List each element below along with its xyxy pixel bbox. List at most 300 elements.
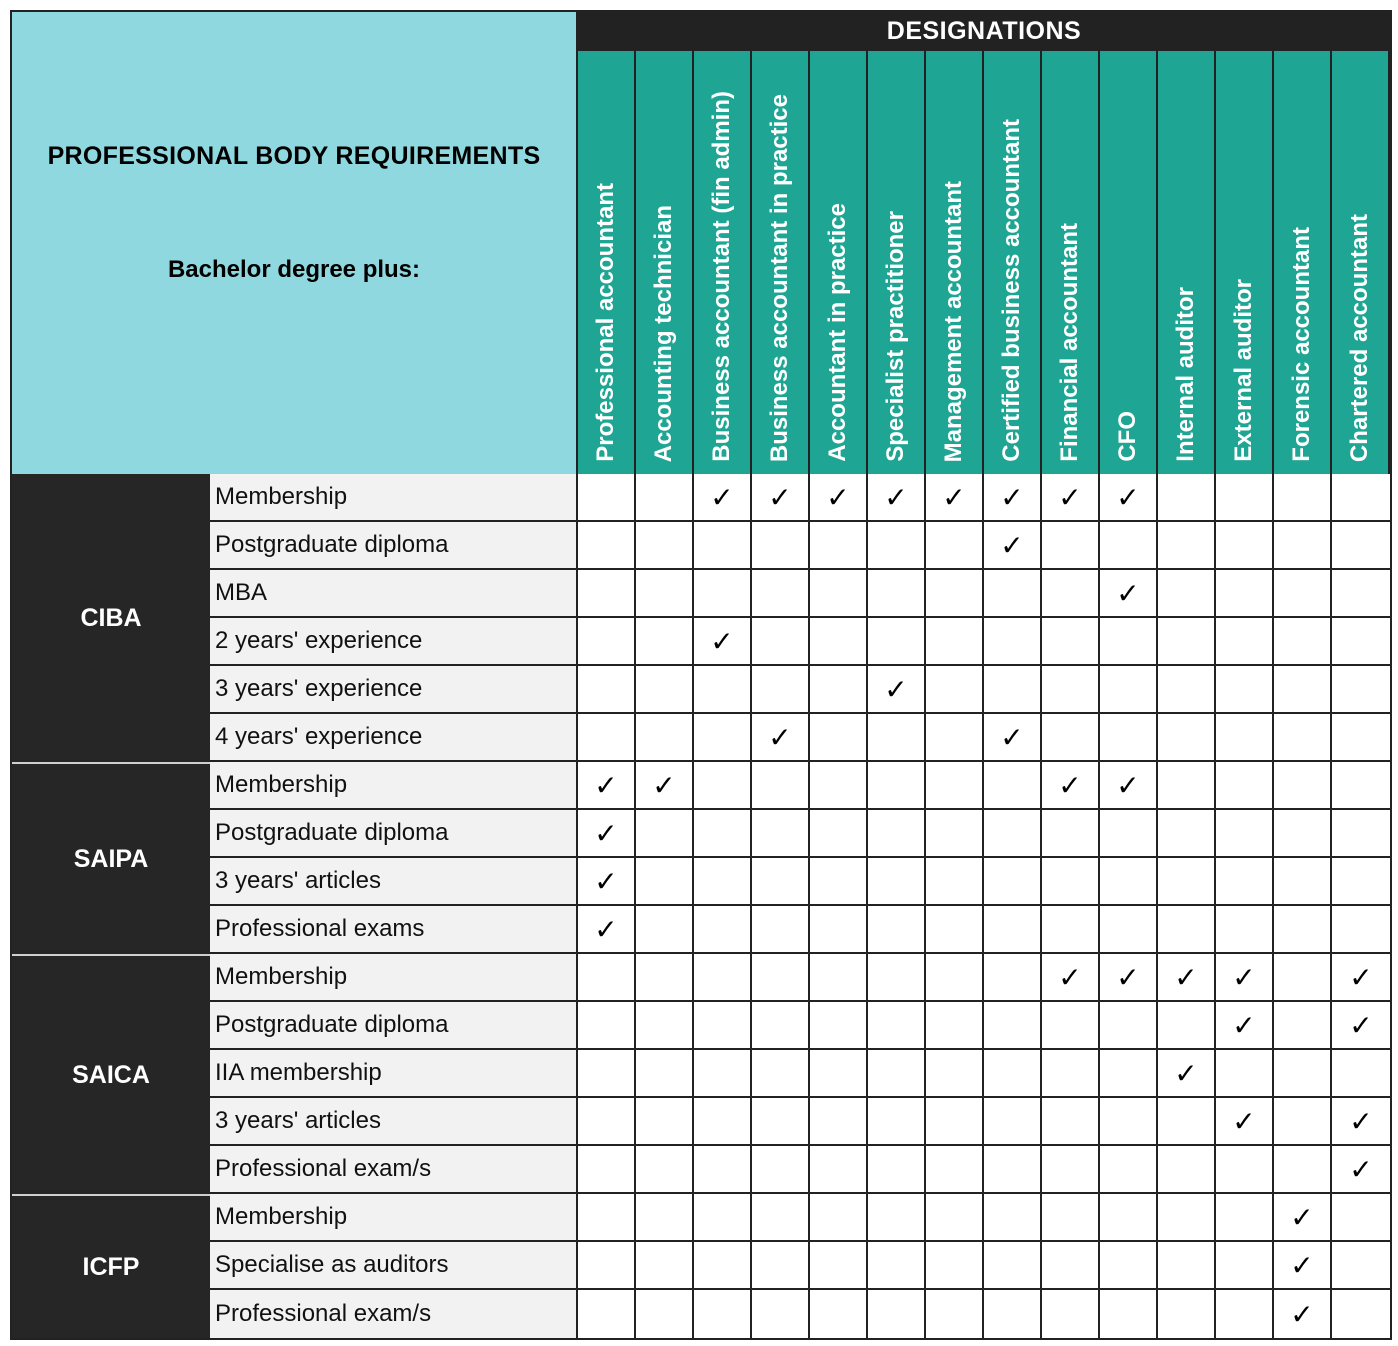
checkmark-icon: ✓	[1058, 481, 1082, 513]
checkmark-icon: ✓	[1058, 961, 1082, 993]
requirement-cell	[926, 1002, 984, 1050]
checkmark-icon: ✓	[594, 817, 618, 849]
requirement-cell	[984, 1098, 1042, 1146]
requirement-cell	[810, 522, 868, 570]
requirement-cell	[694, 858, 752, 906]
requirement-cell	[1042, 666, 1100, 714]
checkmark-icon: ✓	[594, 769, 618, 801]
requirement-cell	[926, 906, 984, 954]
requirement-cell	[1042, 858, 1100, 906]
requirement-cell	[1042, 1290, 1100, 1338]
requirement-cell	[1332, 906, 1390, 954]
requirement-cell	[694, 1290, 752, 1338]
requirement-cell	[636, 570, 694, 618]
requirement-cell	[1216, 714, 1274, 762]
requirement-cell	[1216, 1242, 1274, 1290]
requirement-cell	[1332, 666, 1390, 714]
table-subtitle: Bachelor degree plus:	[167, 256, 421, 283]
requirement-cell	[1274, 1290, 1332, 1338]
requirement-cell	[810, 1194, 868, 1242]
requirement-cell	[752, 666, 810, 714]
requirement-cell	[868, 858, 926, 906]
requirement-cell	[578, 1050, 636, 1098]
requirement-cell	[984, 1290, 1042, 1338]
checkmark-icon: ✓	[1232, 1105, 1256, 1137]
requirement-cell	[868, 1002, 926, 1050]
requirement-label: Professional exam/s	[210, 1290, 578, 1338]
requirement-cell	[1332, 1242, 1390, 1290]
designation-label: Accounting technician	[650, 204, 677, 462]
requirement-cell	[636, 474, 694, 522]
requirement-cell	[926, 858, 984, 906]
requirement-cell	[1216, 762, 1274, 810]
requirement-cell	[1042, 1002, 1100, 1050]
checkmark-icon: ✓	[884, 673, 908, 705]
requirement-label: 2 years' experience	[210, 618, 578, 666]
requirement-cell	[752, 858, 810, 906]
requirement-cell	[752, 1242, 810, 1290]
requirement-label: 3 years' experience	[210, 666, 578, 714]
designation-column-header	[1274, 50, 1332, 474]
requirement-cell	[984, 810, 1042, 858]
requirement-cell	[868, 1242, 926, 1290]
designation-column-header	[984, 50, 1042, 474]
requirement-cell	[1158, 1050, 1216, 1098]
requirement-cell	[636, 522, 694, 570]
requirement-cell	[636, 1194, 694, 1242]
requirement-cell	[810, 714, 868, 762]
checkmark-icon: ✓	[1349, 1105, 1373, 1137]
requirement-cell	[868, 906, 926, 954]
requirement-cell	[810, 1146, 868, 1194]
requirement-cell	[810, 762, 868, 810]
requirement-cell	[810, 1002, 868, 1050]
requirement-cell	[1274, 714, 1332, 762]
designation-column-header	[1332, 50, 1390, 474]
requirement-cell	[1332, 1098, 1390, 1146]
requirement-cell	[810, 906, 868, 954]
requirement-cell	[1100, 906, 1158, 954]
requirement-cell	[1158, 570, 1216, 618]
requirement-cell	[1332, 474, 1390, 522]
requirement-cell	[1216, 522, 1274, 570]
checkmark-icon: ✓	[1349, 961, 1373, 993]
checkmark-icon: ✓	[1116, 769, 1140, 801]
requirement-cell	[1100, 954, 1158, 1002]
designation-column-header	[752, 50, 810, 474]
requirement-cell	[868, 666, 926, 714]
checkmark-icon: ✓	[1116, 577, 1140, 609]
requirement-cell	[1216, 666, 1274, 714]
requirement-cell	[984, 1242, 1042, 1290]
requirement-cell	[1274, 810, 1332, 858]
requirement-label: 3 years' articles	[210, 858, 578, 906]
requirement-cell	[926, 762, 984, 810]
requirement-cell	[926, 954, 984, 1002]
requirement-cell	[1158, 906, 1216, 954]
requirement-cell	[810, 666, 868, 714]
requirement-cell	[1274, 858, 1332, 906]
checkmark-icon: ✓	[1174, 1057, 1198, 1089]
requirement-cell	[1158, 858, 1216, 906]
requirement-cell	[1216, 1194, 1274, 1242]
requirement-cell	[1332, 810, 1390, 858]
requirement-cell	[1100, 714, 1158, 762]
checkmark-icon: ✓	[1058, 769, 1082, 801]
requirement-cell	[752, 954, 810, 1002]
requirement-cell	[1216, 1146, 1274, 1194]
requirement-cell	[926, 1098, 984, 1146]
requirement-cell	[1042, 906, 1100, 954]
requirement-cell	[636, 954, 694, 1002]
requirement-cell	[578, 522, 636, 570]
requirement-cell	[1332, 714, 1390, 762]
requirement-cell	[1158, 666, 1216, 714]
requirement-cell	[636, 1146, 694, 1194]
requirement-cell	[1216, 570, 1274, 618]
requirement-cell	[1332, 1146, 1390, 1194]
requirement-cell	[1274, 522, 1332, 570]
requirement-cell	[694, 1242, 752, 1290]
designation-column-header	[636, 50, 694, 474]
requirement-cell	[868, 810, 926, 858]
requirement-cell	[694, 906, 752, 954]
designation-label: CFO	[1114, 411, 1141, 462]
designation-column-header	[810, 50, 868, 474]
designation-label: Internal auditor	[1172, 287, 1199, 462]
requirement-cell	[1332, 618, 1390, 666]
requirement-cell	[926, 666, 984, 714]
requirement-cell	[1042, 714, 1100, 762]
table-title: PROFESSIONAL BODY REQUIREMENTS	[47, 142, 541, 170]
checkmark-icon: ✓	[594, 913, 618, 945]
requirement-cell	[868, 954, 926, 1002]
requirement-label: Postgraduate diploma	[210, 810, 578, 858]
requirement-cell	[578, 1242, 636, 1290]
checkmark-icon: ✓	[1349, 1153, 1373, 1185]
requirement-cell	[868, 762, 926, 810]
requirement-cell	[1216, 1290, 1274, 1338]
requirement-cell	[868, 1050, 926, 1098]
requirement-cell	[636, 618, 694, 666]
requirement-cell	[752, 474, 810, 522]
requirement-cell	[578, 570, 636, 618]
checkmark-icon: ✓	[652, 769, 676, 801]
requirement-cell	[1042, 954, 1100, 1002]
requirement-cell	[694, 474, 752, 522]
requirement-cell	[984, 666, 1042, 714]
requirement-cell	[868, 714, 926, 762]
designation-column-header	[1216, 50, 1274, 474]
requirement-cell	[694, 1146, 752, 1194]
requirement-cell	[810, 1290, 868, 1338]
requirement-label: Postgraduate diploma	[210, 1002, 578, 1050]
requirement-cell	[1216, 474, 1274, 522]
requirement-cell	[578, 618, 636, 666]
requirement-cell	[752, 714, 810, 762]
requirement-cell	[636, 1290, 694, 1338]
requirement-cell	[1042, 1242, 1100, 1290]
requirement-cell	[810, 858, 868, 906]
checkmark-icon: ✓	[1290, 1298, 1314, 1330]
requirement-cell	[1274, 618, 1332, 666]
requirement-cell	[578, 714, 636, 762]
requirement-cell	[752, 1002, 810, 1050]
requirement-cell	[1274, 906, 1332, 954]
requirement-cell	[926, 474, 984, 522]
requirement-cell	[1274, 1194, 1332, 1242]
requirements-table	[10, 10, 1392, 1340]
checkmark-icon: ✓	[884, 481, 908, 513]
requirement-cell	[810, 618, 868, 666]
requirement-cell	[694, 666, 752, 714]
requirement-cell	[868, 1290, 926, 1338]
requirement-cell	[578, 474, 636, 522]
requirement-cell	[1042, 1146, 1100, 1194]
requirement-label: Professional exam/s	[210, 1146, 578, 1194]
requirement-label: Membership	[210, 1194, 578, 1242]
requirement-cell	[752, 1146, 810, 1194]
professional-body-label: SAICA	[12, 954, 210, 1194]
requirement-cell	[926, 1050, 984, 1098]
checkmark-icon: ✓	[768, 481, 792, 513]
requirement-cell	[1216, 954, 1274, 1002]
requirement-label: IIA membership	[210, 1050, 578, 1098]
requirement-cell	[984, 762, 1042, 810]
requirement-cell	[1042, 1194, 1100, 1242]
requirement-cell	[636, 666, 694, 714]
checkmark-icon: ✓	[1290, 1249, 1314, 1281]
requirement-cell	[1042, 618, 1100, 666]
requirement-label: MBA	[210, 570, 578, 618]
requirement-cell	[1100, 1290, 1158, 1338]
requirement-cell	[1332, 1290, 1390, 1338]
designation-label: External auditor	[1230, 279, 1257, 462]
requirement-label: 3 years' articles	[210, 1098, 578, 1146]
designation-label: Business accountant in practice	[766, 93, 793, 462]
requirement-cell	[868, 1194, 926, 1242]
requirement-cell	[752, 618, 810, 666]
requirement-cell	[636, 1050, 694, 1098]
requirement-cell	[1216, 1050, 1274, 1098]
requirement-cell	[926, 1290, 984, 1338]
requirement-cell	[1332, 1050, 1390, 1098]
requirement-cell	[1100, 522, 1158, 570]
checkmark-icon: ✓	[1232, 961, 1256, 993]
requirement-cell	[578, 762, 636, 810]
checkmark-icon: ✓	[1174, 961, 1198, 993]
requirement-label: 4 years' experience	[210, 714, 578, 762]
checkmark-icon: ✓	[710, 625, 734, 657]
requirement-cell	[984, 570, 1042, 618]
requirement-cell	[1216, 858, 1274, 906]
requirement-cell	[984, 1194, 1042, 1242]
designation-column-header	[694, 50, 752, 474]
requirement-cell	[752, 906, 810, 954]
requirement-cell	[694, 1194, 752, 1242]
requirement-label: Postgraduate diploma	[210, 522, 578, 570]
requirement-cell	[868, 570, 926, 618]
requirement-cell	[1216, 618, 1274, 666]
requirement-cell	[1042, 570, 1100, 618]
checkmark-icon: ✓	[594, 865, 618, 897]
requirement-cell	[694, 570, 752, 618]
requirement-cell	[984, 714, 1042, 762]
requirement-cell	[1100, 858, 1158, 906]
requirement-cell	[1100, 810, 1158, 858]
requirement-cell	[1332, 954, 1390, 1002]
professional-body-label: CIBA	[12, 474, 210, 762]
requirement-cell	[1100, 1050, 1158, 1098]
requirement-cell	[578, 810, 636, 858]
requirement-label: Professional exams	[210, 906, 578, 954]
requirement-cell	[1332, 1002, 1390, 1050]
requirement-cell	[578, 954, 636, 1002]
designation-column-header	[1158, 50, 1216, 474]
requirement-cell	[752, 522, 810, 570]
designation-label: Specialist practitioner	[882, 211, 909, 462]
requirement-cell	[636, 906, 694, 954]
requirement-cell	[1100, 666, 1158, 714]
requirement-cell	[926, 1242, 984, 1290]
designation-label: Certified business accountant	[998, 119, 1025, 462]
designation-column-header	[578, 50, 636, 474]
professional-body-label: ICFP	[12, 1194, 210, 1338]
requirement-cell	[1158, 954, 1216, 1002]
requirement-cell	[926, 810, 984, 858]
requirement-cell	[1042, 810, 1100, 858]
requirement-cell	[1100, 762, 1158, 810]
requirement-cell	[1100, 618, 1158, 666]
requirement-cell	[694, 954, 752, 1002]
requirement-cell	[752, 1098, 810, 1146]
requirement-cell	[694, 714, 752, 762]
requirement-cell	[1100, 1098, 1158, 1146]
checkmark-icon: ✓	[1116, 961, 1140, 993]
requirement-cell	[984, 1146, 1042, 1194]
requirement-cell	[810, 1050, 868, 1098]
requirement-cell	[1216, 906, 1274, 954]
requirement-cell	[984, 1002, 1042, 1050]
requirement-cell	[752, 1194, 810, 1242]
requirement-cell	[1332, 762, 1390, 810]
requirement-cell	[1158, 618, 1216, 666]
requirement-cell	[694, 810, 752, 858]
requirement-cell	[1274, 1002, 1332, 1050]
requirement-cell	[694, 1098, 752, 1146]
requirement-cell	[1158, 1098, 1216, 1146]
checkmark-icon: ✓	[1000, 529, 1024, 561]
requirement-cell	[694, 1050, 752, 1098]
requirement-label: Membership	[210, 954, 578, 1002]
requirement-cell	[578, 1098, 636, 1146]
requirement-cell	[868, 618, 926, 666]
requirement-cell	[1100, 1242, 1158, 1290]
requirement-cell	[1042, 1050, 1100, 1098]
requirement-cell	[578, 1290, 636, 1338]
requirement-cell	[1158, 1146, 1216, 1194]
requirement-cell	[1274, 474, 1332, 522]
requirement-cell	[636, 762, 694, 810]
requirement-label: Membership	[210, 474, 578, 522]
requirement-cell	[636, 1002, 694, 1050]
requirement-cell	[694, 522, 752, 570]
requirement-cell	[1332, 858, 1390, 906]
checkmark-icon: ✓	[1000, 481, 1024, 513]
requirement-cell	[1100, 1146, 1158, 1194]
requirement-cell	[984, 474, 1042, 522]
requirement-cell	[636, 858, 694, 906]
requirement-cell	[1158, 522, 1216, 570]
requirement-cell	[578, 1194, 636, 1242]
requirement-cell	[984, 954, 1042, 1002]
requirement-cell	[1274, 762, 1332, 810]
designation-label: Financial accountant	[1056, 223, 1083, 462]
requirement-label: Specialise as auditors	[210, 1242, 578, 1290]
designation-column-header	[1100, 50, 1158, 474]
requirement-cell	[1332, 522, 1390, 570]
requirement-cell	[926, 570, 984, 618]
requirement-cell	[1100, 1002, 1158, 1050]
requirement-cell	[1158, 474, 1216, 522]
designation-column-header	[868, 50, 926, 474]
designations-header: DESIGNATIONS	[578, 12, 1390, 50]
requirement-cell	[752, 1050, 810, 1098]
requirement-cell	[1158, 714, 1216, 762]
requirement-cell	[752, 1290, 810, 1338]
requirement-cell	[1158, 1290, 1216, 1338]
designation-label: Accountant in practice	[824, 203, 851, 462]
checkmark-icon: ✓	[1000, 721, 1024, 753]
requirement-cell	[1274, 1242, 1332, 1290]
requirement-cell	[1042, 762, 1100, 810]
requirement-cell	[1274, 666, 1332, 714]
checkmark-icon: ✓	[768, 721, 792, 753]
checkmark-icon: ✓	[1232, 1009, 1256, 1041]
requirement-cell	[1216, 1098, 1274, 1146]
requirement-cell	[1158, 1002, 1216, 1050]
checkmark-icon: ✓	[710, 481, 734, 513]
requirement-cell	[578, 1146, 636, 1194]
designation-label: Business accountant (fin admin)	[708, 91, 735, 462]
requirement-cell	[810, 570, 868, 618]
requirement-cell	[1216, 1002, 1274, 1050]
requirement-cell	[636, 1098, 694, 1146]
checkmark-icon: ✓	[1349, 1009, 1373, 1041]
requirement-cell	[926, 1194, 984, 1242]
requirement-cell	[926, 618, 984, 666]
professional-body-label: SAIPA	[12, 762, 210, 954]
requirement-cell	[578, 858, 636, 906]
requirement-cell	[1042, 1098, 1100, 1146]
requirement-cell	[868, 522, 926, 570]
requirement-cell	[1158, 1194, 1216, 1242]
requirement-cell	[926, 714, 984, 762]
requirement-cell	[926, 522, 984, 570]
requirement-cell	[578, 1002, 636, 1050]
requirement-cell	[1158, 1242, 1216, 1290]
requirement-cell	[1274, 954, 1332, 1002]
requirement-cell	[1274, 1146, 1332, 1194]
requirement-cell	[810, 810, 868, 858]
table-corner-header	[12, 12, 578, 474]
requirement-cell	[810, 954, 868, 1002]
requirement-cell	[694, 618, 752, 666]
requirement-cell	[810, 1242, 868, 1290]
requirement-cell	[1042, 522, 1100, 570]
requirement-cell	[868, 1098, 926, 1146]
requirement-cell	[1274, 1050, 1332, 1098]
